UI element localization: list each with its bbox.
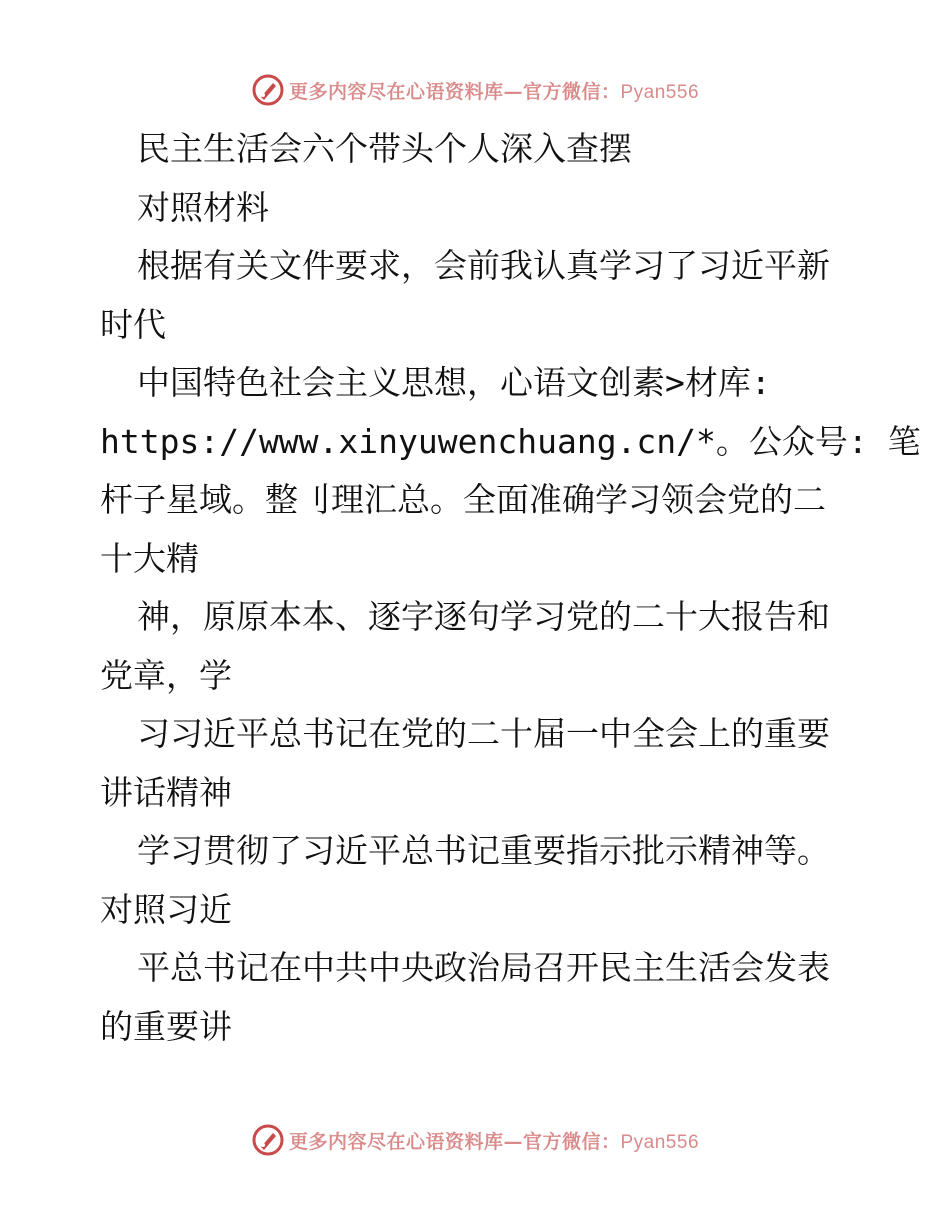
banner-text: 更多内容尽在心语资料库—官方微信：Pyan556 <box>288 1130 700 1153</box>
doc-line: 中国特色社会主义思想，心语文创素>材库: <box>137 363 771 402</box>
doc-line: 党章，学 <box>100 655 232 695</box>
doc-line: 民主生活会六个带头个人深入查摆 <box>137 129 632 168</box>
doc-line: 时代 <box>100 304 166 344</box>
pen-circle-icon <box>251 73 285 107</box>
header-banner <box>0 70 950 110</box>
doc-line: 杆子星域。整刂理汇总。全面准确学习领会党的二 <box>100 480 826 519</box>
doc-line: 十大精 <box>100 538 199 578</box>
doc-line: 神，原原本本、逐字逐句学习党的二十大报告和 <box>137 597 830 636</box>
pen-circle-icon <box>251 1123 285 1157</box>
banner-text: 更多内容尽在心语资料库—官方微信：Pyan556 <box>288 80 700 103</box>
footer-banner <box>0 1120 950 1160</box>
doc-line: 讲话精神 <box>100 772 232 812</box>
doc-line: 习习近平总书记在党的二十届一中全会上的重要 <box>137 714 830 753</box>
doc-line: 学习贯彻了习近平总书记重要指示批示精神等。 <box>137 831 830 870</box>
doc-line: 对照习近 <box>100 889 232 929</box>
doc-line: 对照材料 <box>137 187 269 227</box>
document-body <box>100 120 921 1056</box>
doc-line: 的重要讲 <box>100 1006 232 1046</box>
doc-line: https://www.xinyuwenchuang.cn/*。公众号: 笔 <box>100 421 921 461</box>
doc-line: 根据有关文件要求，会前我认真学习了习近平新 <box>137 246 830 285</box>
doc-line: 平总书记在中共中央政治局召开民主生活会发表 <box>137 948 830 987</box>
